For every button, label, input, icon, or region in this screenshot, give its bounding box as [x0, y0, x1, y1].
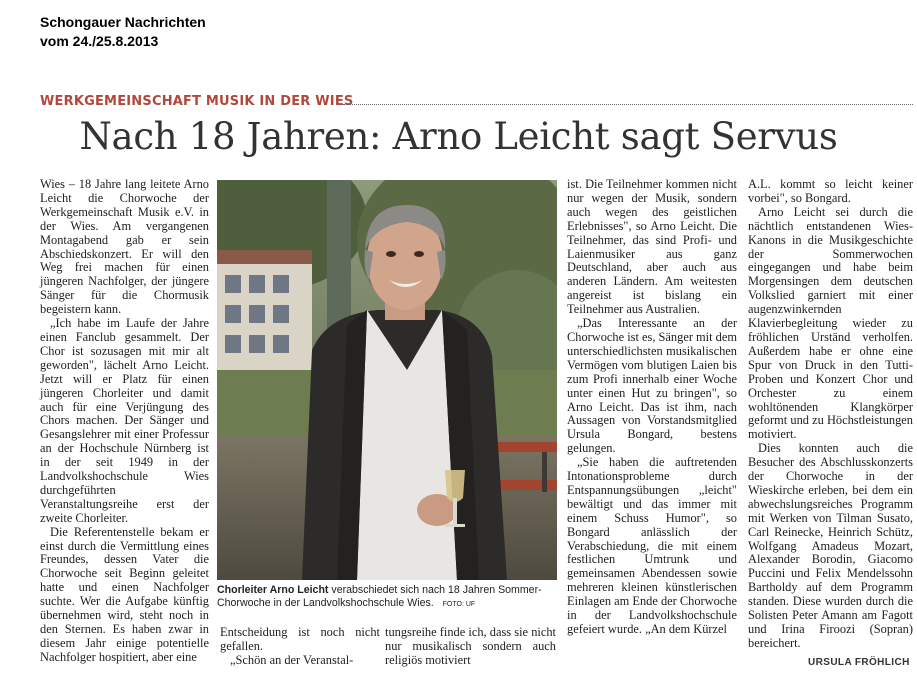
paragraph: „Sie haben die auftretenden Intonationsprobleme durch Entspannungsübungen „leicht" bewältigt und das immer mit einem Schuss Humor", so Bongard anlässlich der Verabschiedung, die mit einem festlichen Umtrunk und gemeinsamen Abendessen sowie mehreren kleinen künstlerischen Einlagen am Ende der Chorwoche in der Landvolkshochschule gefeiert wurde. „An dem Kürzel: [567, 455, 737, 636]
paragraph: tungsreihe finde ich, dass sie nicht nur musikalisch sondern auch religiös motiviert: [385, 625, 556, 667]
paragraph: „Das Interessante an der Chorwoche ist es, Sänger mit dem unterschiedlichsten musikalischen Vermögen vom blutigen Laien bis zum Profi innerhalb einer Woche unter einen Hut zu bringen", so Arno Leicht. Das ist ihm, nach Aussagen von Vorstandsmitglied Ursula Bongard, bestens gelungen.: [567, 316, 737, 456]
text-column-2: [220, 626, 380, 668]
photo-portrait-icon: [217, 180, 557, 580]
paragraph: A.L. kommt so leicht keiner vorbei", so Bongard.: [748, 177, 913, 205]
paragraph: Wies – 18 Jahre lang leitete Arno Leicht die Chorwoche der Werkgemeinschaft Musik e.V. in der Wies. Am vergangenen Montagabend gab er sein Abschiedskonzert. Er will den Weg frei machen für einen jüngeren Nachfolger, der jüngere Sänger für die Chormusik begeistern kann.: [40, 177, 209, 317]
newspaper-name: Schongauer Nachrichten: [40, 14, 206, 30]
photo-caption: [217, 584, 557, 611]
author-byline: URSULA FRÖHLICH: [808, 657, 910, 668]
issue-date: vom 24./25.8.2013: [40, 33, 159, 49]
text-column-1: [40, 178, 209, 665]
text-column-3: [567, 178, 737, 637]
kicker-divider: [343, 104, 913, 105]
paragraph: „Schön an der Veranstal-: [230, 652, 354, 667]
paragraph: Arno Leicht sei durch die nächtlich entstandenen Wies-Kanons in die Musikgeschichte der Sommerwochen eingegangen und habe beim Morgensingen dem deutschen Volkslied garniert mit einer augenzwinkernden Klavierbegleitung wieder zu fröhlichen Urständ verholfen. Außerdem habe er ohne eine Spur von Druck in den Tutti-Proben und Konzert Chor und Orchester zu einem wohltönenden Klangkörper geformt und zu Höchstleistungen motiviert.: [748, 204, 913, 442]
article-photo: [217, 180, 557, 580]
caption-text: verabschiedet sich nach 18 Jahren Sommer-Chorwoche in der Landvolkshochschule Wies.: [217, 584, 542, 609]
paragraph: ist. Die Teilnehmer kommen nicht nur wegen der Musik, sondern auch wegen des geistlichen Erlebnisses", so Arno Leicht. Die Teilnehmer, das sind Profi- und Laienmusiker aus ganz Deutschland, aber auch aus anderen Ländern. Am weitesten angereist ist bislang ein Teilnehmer aus Australien.: [567, 177, 737, 317]
paragraph: Dies konnten auch die Besucher des Abschlusskonzerts der Chorwoche in der Wieskirche erleben, bei dem ein abwechslungsreiches Programm mit Werken von Tilman Susato, Carl Reinecke, Heinrich Schütz, Wolfgang Amadeus Mozart, Alexander Borodin, Giacomo Puccini und Felix Mendelssohn Bartholdy auf dem Programm standen. Diese wurden durch die Solisten Peter Amann am Fagott und Irina Firoozi (Sopran) bereichert.: [748, 441, 913, 650]
text-column-4: [748, 178, 913, 651]
headline: Nach 18 Jahren: Arno Leicht sagt Servus: [79, 115, 838, 158]
paragraph: Entscheidung ist noch nicht gefallen.: [220, 625, 380, 653]
paragraph: „Ich habe im Laufe der Jahre einen Fanclub gesammelt. Der Chor ist sozusagen mit mir alt geworden", lächelt Arno Leicht. Jetzt will er Platz für einen jüngeren Chorleiter und damit auch für eine Verjüngung des Chors machen. Der Sänger und Gesangslehrer mit einer Professur an der Hochschule Nürnberg ist in der seit 1949 in der Landvolkshochschule Wies durchgeführten Veranstaltungsreihe erst der zweite Chorleiter.: [40, 316, 209, 525]
photo-credit: FOTO: UF: [442, 601, 476, 608]
caption-lead: Chorleiter Arno Leicht: [217, 584, 329, 596]
text-column-2b: [385, 626, 556, 668]
paragraph: Die Referentenstelle bekam er einst durch die Vermittlung eines Freundes, dessen Vater die Chorwoche seit Beginn geleitet hatte und einen Nachfolger suchte. Wer die Aufgabe künftig übernehmen wird, steht noch in den Sternen. Es haben zwar in diesem Jahr einige potentielle Nachfolger hospitiert, aber eine: [40, 524, 209, 664]
section-kicker: WERKGEMEINSCHAFT MUSIK IN DER WIES: [40, 94, 354, 109]
